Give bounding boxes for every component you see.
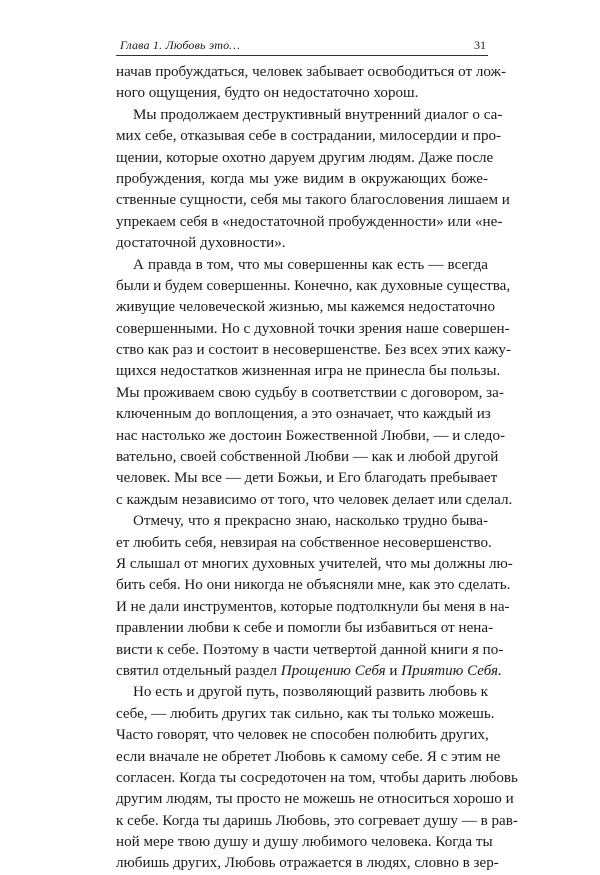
text-line: нас настолько же достоин Божественной Любви, — и следо- — [116, 427, 506, 444]
running-header — [120, 38, 486, 53]
text-line: ство как раз и состоит в несовершенстве. Без всех этих кажу- — [116, 342, 511, 359]
text-line: начав пробуждаться, человек забывает освободиться от лож- — [116, 64, 506, 80]
text-line: живущие человеческой жизнью, мы кажемся недостаточно — [116, 299, 496, 316]
body-text — [116, 62, 518, 875]
text-line: Но есть и другой путь, позволяющий развить любовь к — [133, 684, 488, 701]
text-line: себе, — любить других так сильно, как ты только можешь. — [116, 705, 495, 722]
text-line: мих себе, отказывая себе в сострадании, милосердии и про- — [116, 128, 502, 145]
conjunction: и — [389, 662, 398, 679]
text-line: щихся недостатков жизненная игра не принесла бы пользы. — [116, 363, 501, 380]
text-line: Я слышал от многих духовных учителей, что мы должны лю- — [116, 555, 513, 572]
text-line: Мы продолжаем деструктивный внутренний диалог о са- — [133, 106, 503, 123]
text-line: Отмечу, что я прекрасно знаю, насколько трудно быва- — [133, 513, 488, 530]
text-line: ственные сущности, себя мы такого благословения лишаем и — [116, 192, 510, 209]
text-line: другим людям, ты просто не можешь не относиться хорошо и — [116, 791, 514, 808]
text-line: согласен. Когда ты сосредоточен на том, чтобы дарить любовь — [116, 769, 518, 786]
text-line-plain: святил отдельный раздел — [116, 662, 278, 679]
text-line: любишь других, Любовь отражается в людях, словно в зер- — [116, 855, 499, 872]
text-line: щении, которые охотно даруем другим людям. Даже после — [116, 149, 494, 166]
text-line: И не дали инструментов, которые подтолкнули бы меня в на- — [116, 598, 510, 615]
text-line: бить себя. Но они никогда не объясняли мне, как это сделать. — [116, 577, 511, 594]
text-line: с каждым независимо от того, что человек делает или сделал. — [116, 491, 513, 508]
text-line: ключенным до воплощения, а это означает, что каждый из — [116, 406, 491, 423]
header-rule — [116, 55, 488, 56]
chapter-title: Глава 1. Любовь это… — [120, 38, 241, 52]
page-number: 31 — [474, 38, 486, 52]
text-line: если вначале не обретет Любовь к самому себе. Я с этим не — [116, 748, 501, 765]
text-line: достаточной духовности». — [116, 235, 286, 252]
text-line: ет любить себя, невзирая на собственное несовершенство. — [116, 534, 492, 551]
text-line: висти к себе. Поэтому в части четвертой данной книги я по- — [116, 641, 504, 658]
text-line: к себе. Когда ты даришь Любовь, это согревает душу — в рав- — [116, 812, 518, 829]
text-line: ного ощущения, будто он недостаточно хорош. — [116, 85, 419, 102]
text-line: человек. Мы все — дети Божьи, и Его благодать пребывает — [116, 470, 498, 487]
text-line: упрекаем себя в «недостаточной пробужденности» или «не- — [116, 213, 503, 230]
text-line: совершенными. Но с духовной точки зрения наше совершен- — [116, 320, 510, 337]
italic-title: Приятию Себя. — [401, 662, 502, 679]
text-line: ной мере твою душу и душу любимого человека. Когда ты — [116, 834, 493, 851]
text-line: были и будем совершенны. Конечно, как духовные существа, — [116, 277, 511, 294]
text-line: А правда в том, что мы совершенны как есть — всегда — [133, 256, 488, 273]
text-line: Часто говорят, что человек не способен полюбить других, — [116, 727, 489, 744]
text-line: вательно, своей собственной Любви — как и любой другой — [116, 449, 499, 466]
text-line: пробуждения, когда мы уже видим в окружающих боже- — [116, 170, 488, 187]
text-line — [116, 661, 502, 682]
text-line: Мы проживаем свою судьбу в соответствии с договором, за- — [116, 384, 504, 401]
text-line: правлении любви к себе и помогли бы избавиться от нена- — [116, 620, 494, 637]
italic-title: Прощению Себя — [280, 662, 386, 679]
